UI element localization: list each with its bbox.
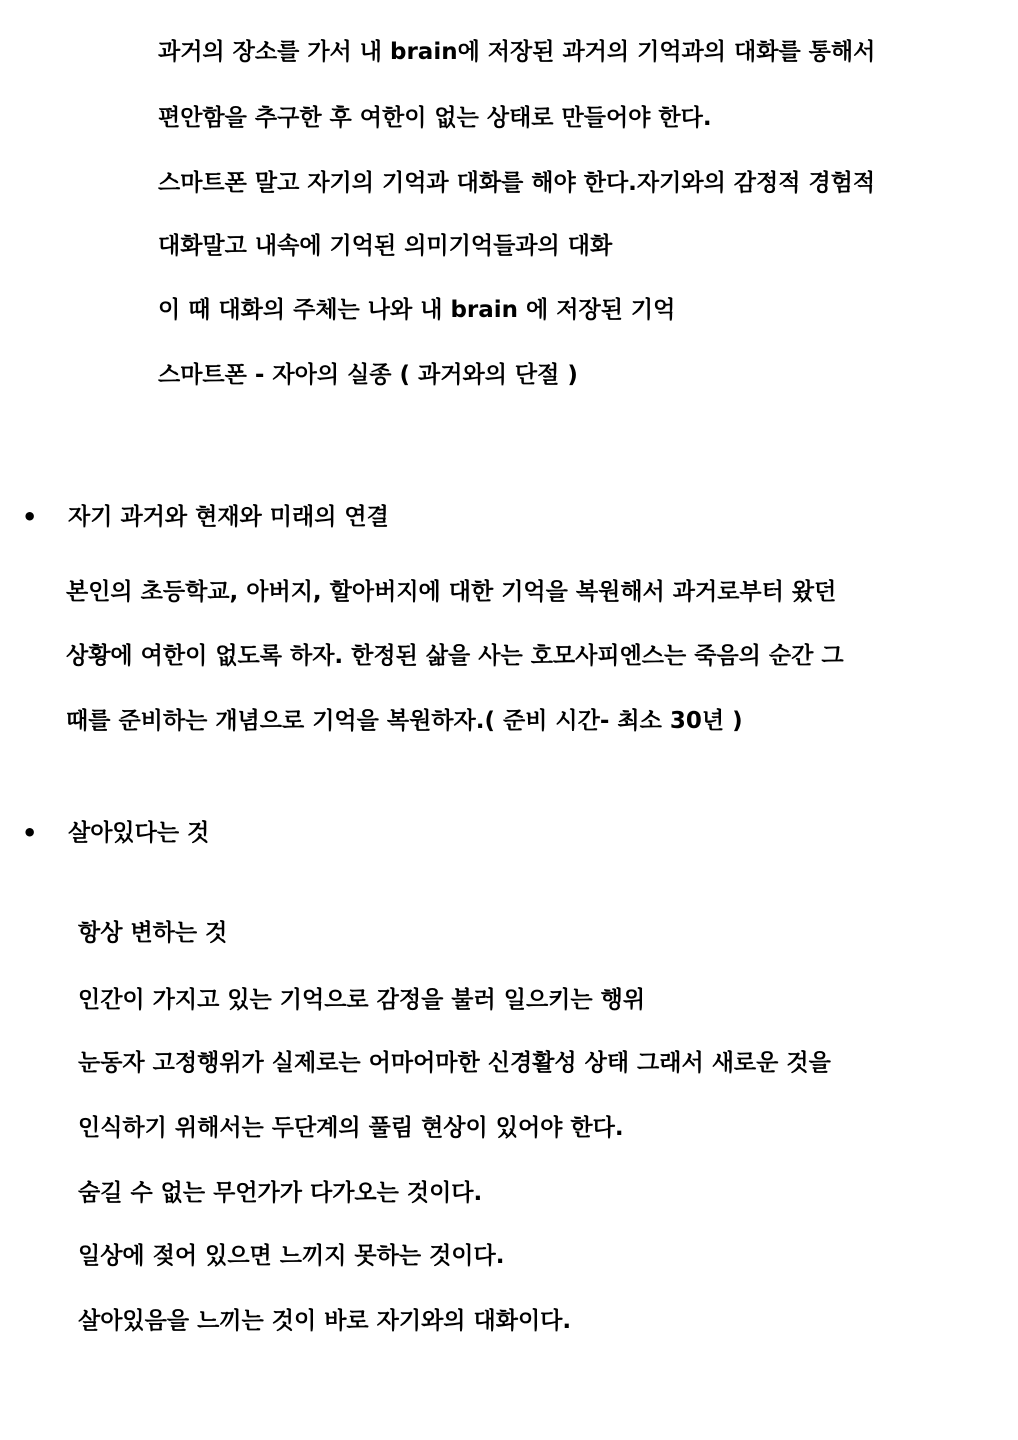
bullet-icon: • [22, 503, 38, 531]
text-line: 본인의 초등학교, 아버지, 할아버지에 대한 기억을 복원해서 과거로부터 왔던 [66, 579, 837, 605]
text-line: 상황에 여한이 없도록 하자. 한정된 삶을 사는 호모사피엔스는 죽음의 순간 그 [66, 643, 844, 669]
bullet-icon: • [22, 819, 38, 847]
section-heading: 살아있다는 것 [68, 820, 210, 846]
text-line: 숨길 수 없는 무언가가 다가오는 것이다. [78, 1180, 483, 1206]
text-line: 인간이 가지고 있는 기억으로 감정을 불러 일으키는 행위 [78, 987, 646, 1013]
text-line: 일상에 젖어 있으면 느끼지 못하는 것이다. [78, 1243, 505, 1269]
text-line: 살아있음을 느끼는 것이 바로 자기와의 대화이다. [78, 1308, 572, 1334]
section-heading: 자기 과거와 현재와 미래의 연결 [68, 504, 389, 530]
text-line: 항상 변하는 것 [78, 920, 228, 946]
text-line: 대화말고 내속에 기억된 의미기억들과의 대화 [158, 233, 613, 259]
text-line: 때를 준비하는 개념으로 기억을 복원하자.( 준비 시간- 최소 30년 ) [66, 708, 743, 734]
text-line: 과거의 장소를 가서 내 brain에 저장된 과거의 기억과의 대화를 통해서 [158, 39, 876, 65]
text-line: 이 때 대화의 주체는 나와 내 brain 에 저장된 기억 [158, 297, 676, 323]
text-line: 눈동자 고정행위가 실제로는 어마어마한 신경활성 상태 그래서 새로운 것을 [78, 1050, 831, 1076]
text-line: 인식하기 위해서는 두단계의 풀림 현상이 있어야 한다. [78, 1115, 624, 1141]
text-line: 편안함을 추구한 후 여한이 없는 상태로 만들어야 한다. [158, 105, 712, 131]
text-line: 스마트폰 말고 자기의 기억과 대화를 해야 한다.자기와의 감정적 경험적 [158, 170, 876, 196]
text-line: 스마트폰 - 자아의 실종 ( 과거와의 단절 ) [158, 362, 578, 388]
